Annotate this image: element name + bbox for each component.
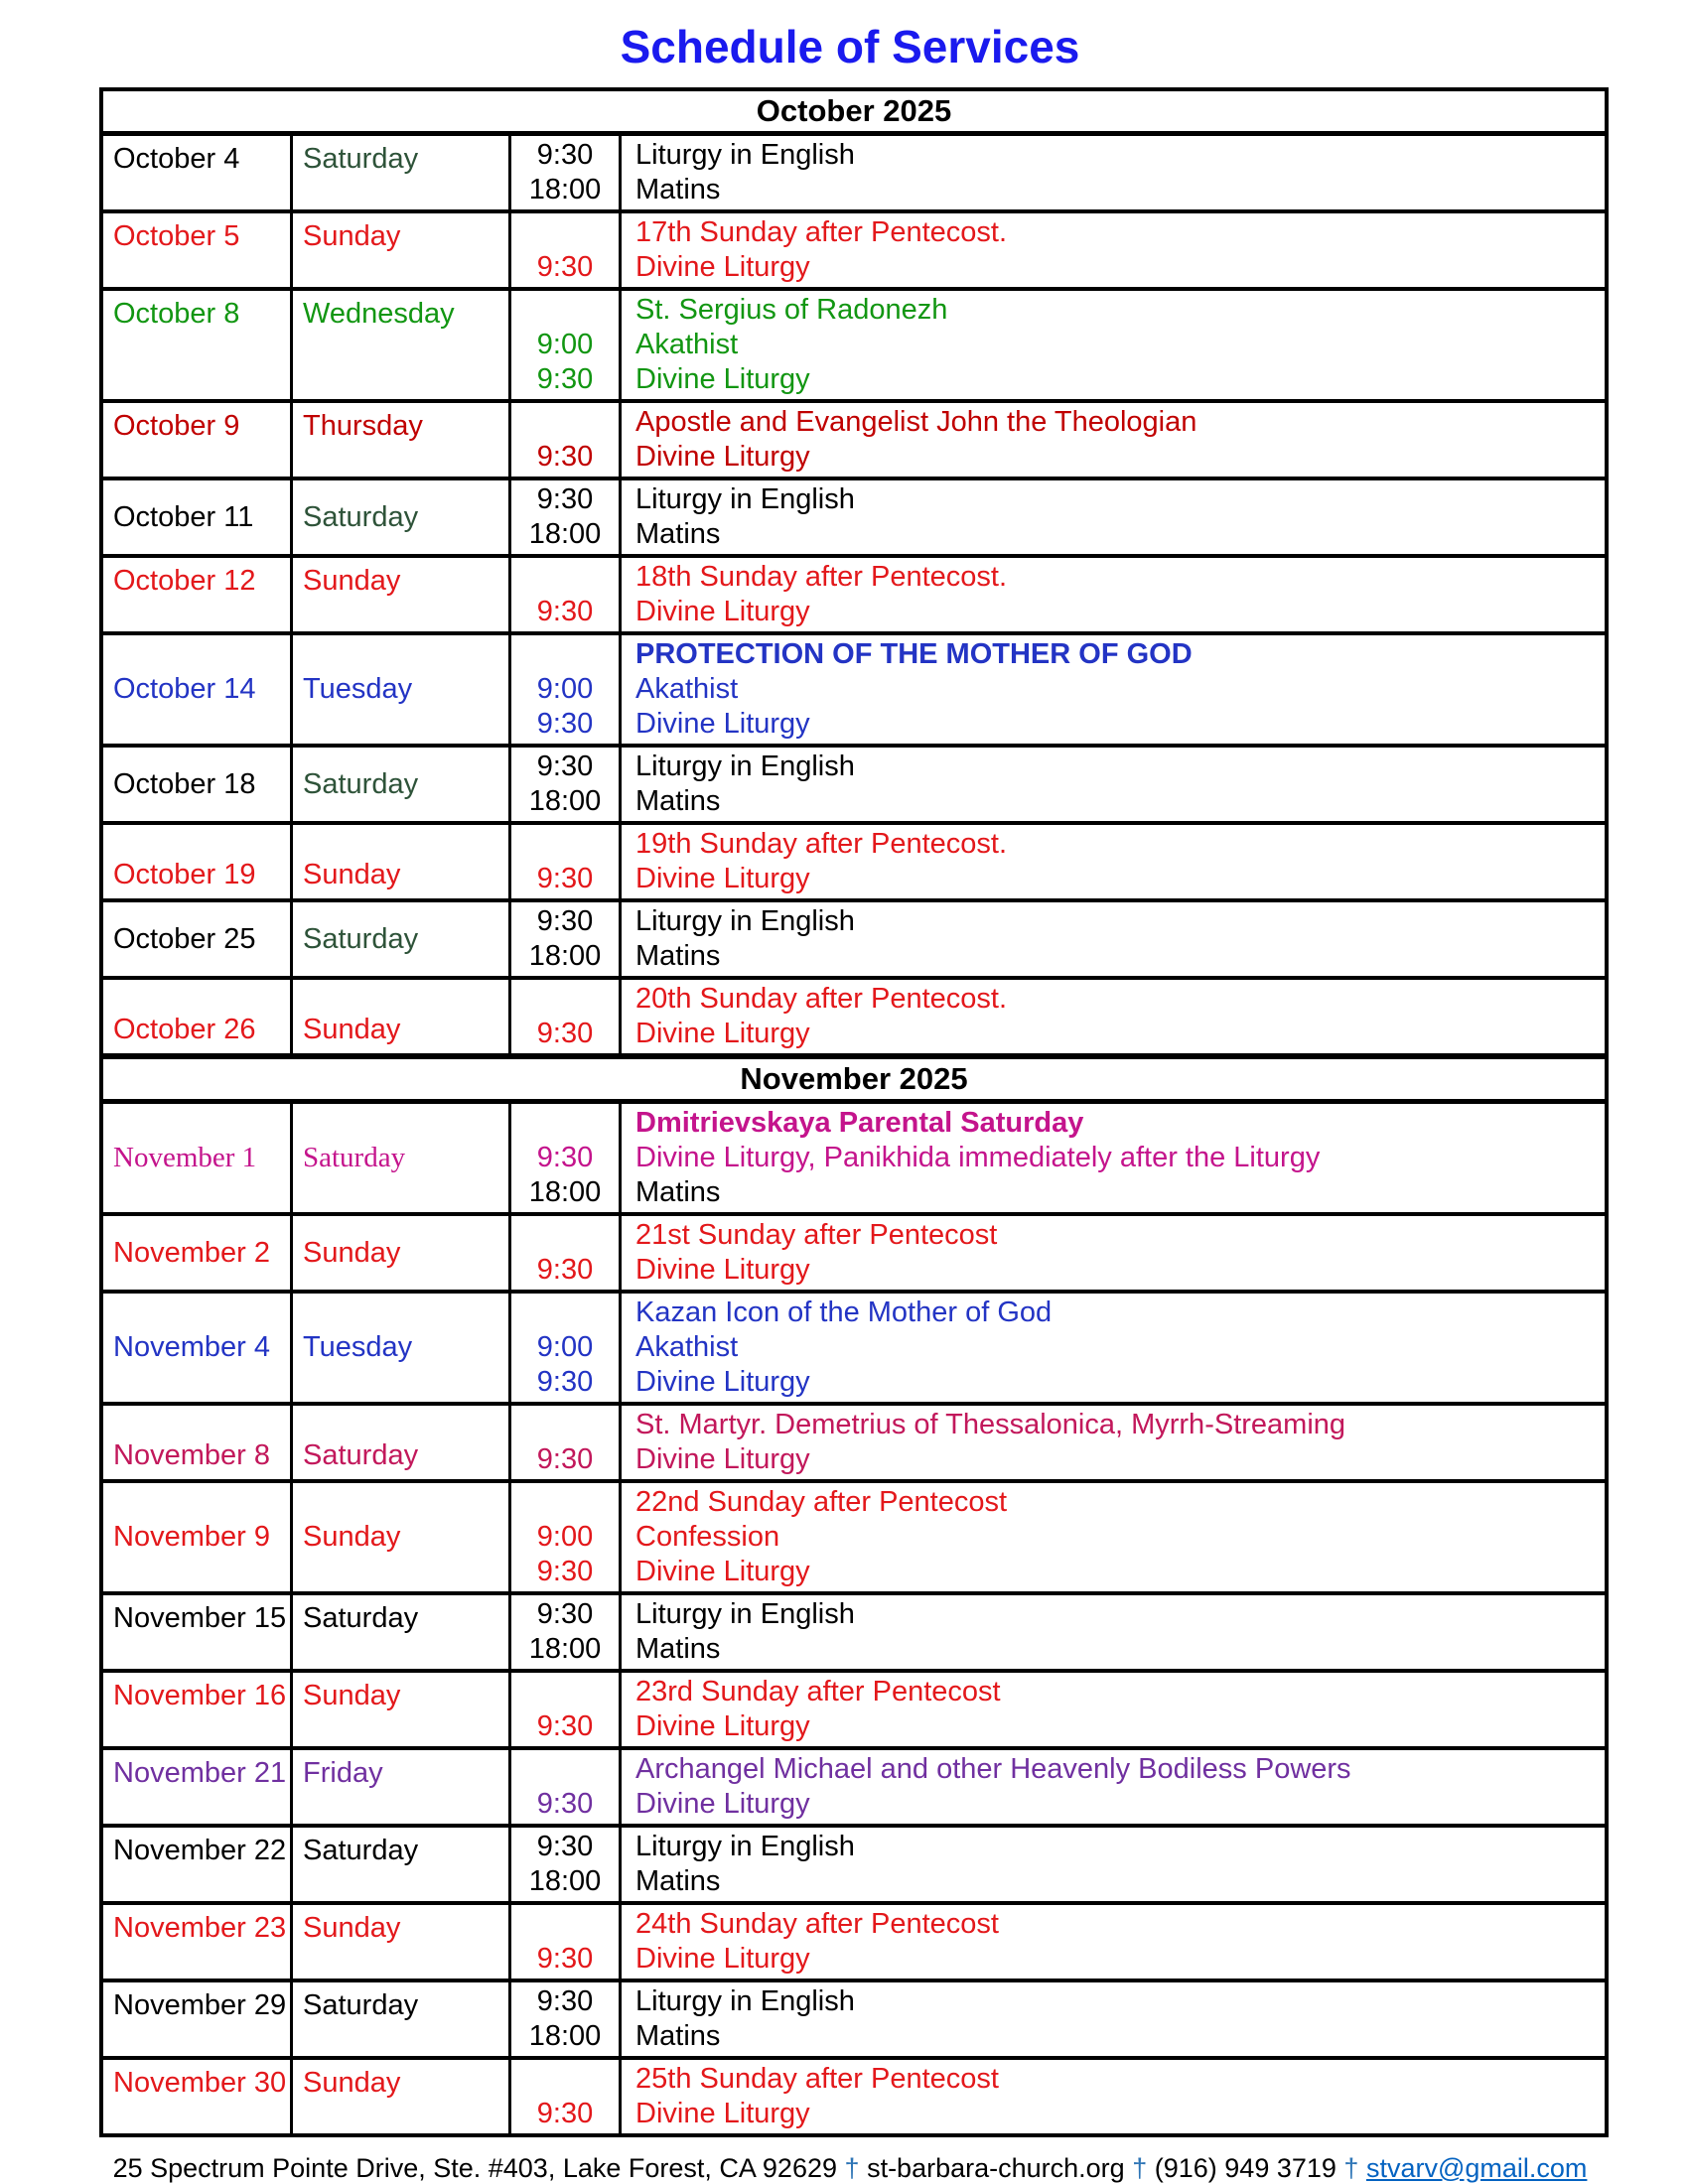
time-cell bbox=[511, 1294, 622, 1402]
time-cell bbox=[511, 825, 622, 898]
description-cell bbox=[622, 748, 1605, 821]
day-cell: Saturday bbox=[293, 136, 511, 209]
service-description: Divine Liturgy bbox=[635, 708, 810, 740]
service-description: Dmitrievskaya Parental Saturday bbox=[635, 1107, 1084, 1139]
service-time: 9:30 bbox=[536, 1366, 594, 1398]
time-cell bbox=[511, 635, 622, 744]
service-time: 9:30 bbox=[536, 1710, 594, 1742]
service-description: Divine Liturgy, Panikhida immediately after the Liturgy bbox=[635, 1142, 1321, 1173]
service-description: Liturgy in English bbox=[635, 1831, 855, 1862]
service-time: 18:00 bbox=[528, 2020, 602, 2052]
service-description: Divine Liturgy bbox=[635, 1366, 810, 1398]
service-description: Matins bbox=[635, 1176, 721, 1208]
service-time: 9:30 bbox=[536, 863, 594, 894]
day-cell: Saturday bbox=[293, 902, 511, 976]
service-time bbox=[511, 1907, 619, 1942]
service-description: PROTECTION OF THE MOTHER OF GOD bbox=[635, 638, 1193, 670]
service-description: St. Martyr. Demetrius of Thessalonica, Myrrh-Streaming bbox=[635, 1409, 1346, 1440]
service-description: Liturgy in English bbox=[635, 139, 855, 171]
service-description: Divine Liturgy bbox=[635, 1556, 810, 1587]
time-cell bbox=[511, 1905, 622, 1979]
table-row bbox=[103, 1595, 1605, 1673]
time-cell bbox=[511, 558, 622, 631]
service-time bbox=[511, 982, 619, 1017]
description-cell bbox=[622, 980, 1605, 1053]
table-row bbox=[103, 213, 1605, 291]
service-time: 9:30 bbox=[536, 1254, 594, 1286]
date-cell: November 21 bbox=[103, 1750, 293, 1824]
service-description: Kazan Icon of the Mother of God bbox=[635, 1297, 1053, 1328]
date-cell: November 29 bbox=[103, 1982, 293, 2056]
service-description: Akathist bbox=[635, 673, 739, 705]
service-description: 18th Sunday after Pentecost. bbox=[635, 561, 1008, 593]
time-cell bbox=[511, 1828, 622, 1901]
table-row bbox=[103, 1104, 1605, 1216]
service-time: 9:30 bbox=[536, 1556, 594, 1587]
date-cell: October 18 bbox=[103, 748, 293, 821]
day-cell: Tuesday bbox=[293, 1294, 511, 1402]
day-cell: Sunday bbox=[293, 2060, 511, 2133]
service-time bbox=[511, 637, 619, 672]
description-cell bbox=[622, 136, 1605, 209]
date-cell: October 9 bbox=[103, 403, 293, 477]
date-cell: November 9 bbox=[103, 1483, 293, 1591]
service-description: Divine Liturgy bbox=[635, 441, 810, 473]
description-cell bbox=[622, 1483, 1605, 1591]
service-time bbox=[511, 1485, 619, 1520]
service-description: Divine Liturgy bbox=[635, 1943, 810, 1975]
table-row bbox=[103, 1673, 1605, 1750]
service-time: 18:00 bbox=[528, 1176, 602, 1208]
date-cell: October 14 bbox=[103, 635, 293, 744]
service-time: 9:30 bbox=[536, 2098, 594, 2129]
day-cell: Sunday bbox=[293, 1216, 511, 1290]
footer-text: 25 Spectrum Pointe Drive, Ste. #403, Lake Forest, CA 92629 bbox=[112, 2153, 837, 2183]
service-time: 9:30 bbox=[536, 1443, 594, 1475]
service-description: Divine Liturgy bbox=[635, 363, 810, 395]
table-row bbox=[103, 1828, 1605, 1905]
description-cell bbox=[622, 1673, 1605, 1746]
service-time: 18:00 bbox=[528, 1633, 602, 1665]
service-description: Divine Liturgy bbox=[635, 1788, 810, 1820]
service-time: 9:00 bbox=[536, 673, 594, 705]
description-cell bbox=[622, 403, 1605, 477]
service-time: 9:30 bbox=[536, 1788, 594, 1820]
time-cell bbox=[511, 291, 622, 399]
description-cell bbox=[622, 1982, 1605, 2056]
service-description: St. Sergius of Radonezh bbox=[635, 294, 948, 326]
service-description: 20th Sunday after Pentecost. bbox=[635, 983, 1008, 1015]
service-time bbox=[511, 405, 619, 440]
day-cell: Saturday bbox=[293, 1828, 511, 1901]
description-cell bbox=[622, 902, 1605, 976]
footer-text: (916) 949 3719 bbox=[1154, 2153, 1336, 2183]
time-cell bbox=[511, 1216, 622, 1290]
service-description: 25th Sunday after Pentecost bbox=[635, 2063, 999, 2095]
service-description: Divine Liturgy bbox=[635, 863, 810, 894]
table-row bbox=[103, 403, 1605, 480]
service-description: Divine Liturgy bbox=[635, 1018, 810, 1049]
time-cell bbox=[511, 403, 622, 477]
date-cell: November 1 bbox=[103, 1104, 293, 1212]
table-row bbox=[103, 980, 1605, 1057]
time-cell bbox=[511, 1982, 622, 2056]
date-cell: October 26 bbox=[103, 980, 293, 1053]
table-row bbox=[103, 2060, 1605, 2133]
service-time: 9:30 bbox=[536, 905, 594, 937]
service-description: Matins bbox=[635, 785, 721, 817]
table-row bbox=[103, 291, 1605, 403]
description-cell bbox=[622, 1406, 1605, 1479]
time-cell bbox=[511, 1750, 622, 1824]
time-cell bbox=[511, 213, 622, 287]
day-cell: Sunday bbox=[293, 1905, 511, 1979]
description-cell bbox=[622, 1905, 1605, 1979]
description-cell bbox=[622, 480, 1605, 554]
table-row bbox=[103, 635, 1605, 748]
description-cell bbox=[622, 825, 1605, 898]
description-cell bbox=[622, 2060, 1605, 2133]
email-link[interactable]: stvarv@gmail.com bbox=[1365, 2153, 1588, 2183]
service-description: 24th Sunday after Pentecost bbox=[635, 1908, 999, 1940]
description-cell bbox=[622, 1750, 1605, 1824]
day-cell: Saturday bbox=[293, 1595, 511, 1669]
date-cell: November 8 bbox=[103, 1406, 293, 1479]
time-cell bbox=[511, 1483, 622, 1591]
service-description: Akathist bbox=[635, 329, 739, 360]
day-cell: Saturday bbox=[293, 1104, 511, 1212]
service-description: Akathist bbox=[635, 1331, 739, 1363]
time-cell bbox=[511, 1595, 622, 1669]
service-time bbox=[511, 1408, 619, 1442]
service-time: 9:00 bbox=[536, 329, 594, 360]
service-time bbox=[511, 1752, 619, 1787]
time-cell bbox=[511, 136, 622, 209]
service-description: Liturgy in English bbox=[635, 905, 855, 937]
description-cell bbox=[622, 213, 1605, 287]
service-description: 17th Sunday after Pentecost. bbox=[635, 216, 1008, 248]
service-description: Liturgy in English bbox=[635, 483, 855, 515]
service-time: 9:30 bbox=[536, 251, 594, 283]
time-cell bbox=[511, 902, 622, 976]
description-cell bbox=[622, 1104, 1605, 1212]
service-time bbox=[511, 1218, 619, 1253]
day-cell: Sunday bbox=[293, 558, 511, 631]
service-time: 9:30 bbox=[536, 441, 594, 473]
footer bbox=[99, 2152, 1601, 2184]
service-time: 18:00 bbox=[528, 785, 602, 817]
service-description: Divine Liturgy bbox=[635, 1710, 810, 1742]
date-cell: November 22 bbox=[103, 1828, 293, 1901]
day-cell: Thursday bbox=[293, 403, 511, 477]
service-time: 9:30 bbox=[536, 751, 594, 782]
service-time bbox=[511, 1675, 619, 1709]
service-description: Matins bbox=[635, 2020, 721, 2052]
description-cell bbox=[622, 1294, 1605, 1402]
day-cell: Saturday bbox=[293, 1982, 511, 2056]
date-cell: October 19 bbox=[103, 825, 293, 898]
footer-text: st-barbara-church.org bbox=[867, 2153, 1125, 2183]
description-cell bbox=[622, 1216, 1605, 1290]
date-cell: October 25 bbox=[103, 902, 293, 976]
service-time bbox=[511, 827, 619, 862]
time-cell bbox=[511, 1104, 622, 1212]
time-cell bbox=[511, 2060, 622, 2133]
table-row bbox=[103, 902, 1605, 980]
date-cell: November 23 bbox=[103, 1905, 293, 1979]
service-description: Matins bbox=[635, 518, 721, 550]
service-time: 9:00 bbox=[536, 1331, 594, 1363]
table-row bbox=[103, 748, 1605, 825]
day-cell: Saturday bbox=[293, 480, 511, 554]
service-description: 19th Sunday after Pentecost. bbox=[635, 828, 1008, 860]
service-description: 21st Sunday after Pentecost bbox=[635, 1219, 998, 1251]
day-cell: Sunday bbox=[293, 825, 511, 898]
dagger-separator: † bbox=[1132, 2153, 1148, 2183]
table-row bbox=[103, 1905, 1605, 1982]
service-time: 9:30 bbox=[536, 596, 594, 627]
day-cell: Saturday bbox=[293, 1406, 511, 1479]
service-description: Archangel Michael and other Heavenly Bodiless Powers bbox=[635, 1753, 1351, 1785]
month-header: October 2025 bbox=[103, 91, 1605, 136]
table-row bbox=[103, 1294, 1605, 1406]
service-description: Divine Liturgy bbox=[635, 596, 810, 627]
service-time bbox=[511, 560, 619, 595]
service-description: 23rd Sunday after Pentecost bbox=[635, 1676, 1001, 1707]
service-time: 9:30 bbox=[536, 1831, 594, 1862]
time-cell bbox=[511, 480, 622, 554]
schedule-table bbox=[99, 87, 1609, 2137]
service-description: Liturgy in English bbox=[635, 1598, 855, 1630]
day-cell: Sunday bbox=[293, 1483, 511, 1591]
day-cell: Saturday bbox=[293, 748, 511, 821]
service-time: 9:30 bbox=[536, 139, 594, 171]
service-description: Matins bbox=[635, 1865, 721, 1897]
description-cell bbox=[622, 558, 1605, 631]
service-description: Divine Liturgy bbox=[635, 2098, 810, 2129]
service-time: 18:00 bbox=[528, 174, 602, 205]
description-cell bbox=[622, 291, 1605, 399]
service-time: 9:30 bbox=[536, 1598, 594, 1630]
table-row bbox=[103, 1982, 1605, 2060]
time-cell bbox=[511, 748, 622, 821]
date-cell: October 5 bbox=[103, 213, 293, 287]
date-cell: October 8 bbox=[103, 291, 293, 399]
service-time: 9:30 bbox=[536, 1943, 594, 1975]
date-cell: October 11 bbox=[103, 480, 293, 554]
day-cell: Sunday bbox=[293, 1673, 511, 1746]
service-time: 18:00 bbox=[528, 518, 602, 550]
date-cell: October 12 bbox=[103, 558, 293, 631]
service-time bbox=[511, 1296, 619, 1330]
table-row bbox=[103, 1483, 1605, 1595]
table-row bbox=[103, 825, 1605, 902]
time-cell bbox=[511, 980, 622, 1053]
day-cell: Sunday bbox=[293, 980, 511, 1053]
date-cell: November 4 bbox=[103, 1294, 293, 1402]
service-time bbox=[511, 215, 619, 250]
description-cell bbox=[622, 635, 1605, 744]
day-cell: Friday bbox=[293, 1750, 511, 1824]
service-description: Matins bbox=[635, 1633, 721, 1665]
day-cell: Wednesday bbox=[293, 291, 511, 399]
service-time: 18:00 bbox=[528, 1865, 602, 1897]
date-cell: November 15 bbox=[103, 1595, 293, 1669]
table-row bbox=[103, 480, 1605, 558]
service-description: Liturgy in English bbox=[635, 1985, 855, 2017]
description-cell bbox=[622, 1828, 1605, 1901]
table-row bbox=[103, 558, 1605, 635]
table-row bbox=[103, 136, 1605, 213]
service-description: Divine Liturgy bbox=[635, 1443, 810, 1475]
service-description: Matins bbox=[635, 940, 721, 972]
service-time: 9:30 bbox=[536, 363, 594, 395]
table-row bbox=[103, 1406, 1605, 1483]
service-time bbox=[511, 1106, 619, 1141]
date-cell: October 4 bbox=[103, 136, 293, 209]
table-row bbox=[103, 1216, 1605, 1294]
time-cell bbox=[511, 1673, 622, 1746]
description-cell bbox=[622, 1595, 1605, 1669]
table-row bbox=[103, 1750, 1605, 1828]
service-time bbox=[511, 293, 619, 328]
service-description: Confession bbox=[635, 1521, 780, 1553]
month-header: November 2025 bbox=[103, 1057, 1605, 1104]
dagger-separator: † bbox=[1343, 2153, 1359, 2183]
service-time: 9:30 bbox=[536, 1018, 594, 1049]
date-cell: November 16 bbox=[103, 1673, 293, 1746]
service-time: 9:00 bbox=[536, 1521, 594, 1553]
service-description: Divine Liturgy bbox=[635, 1254, 810, 1286]
service-description: Apostle and Evangelist John the Theologian bbox=[635, 406, 1197, 438]
time-cell bbox=[511, 1406, 622, 1479]
page-title: Schedule of Services bbox=[620, 21, 1080, 72]
service-time: 9:30 bbox=[536, 1985, 594, 2017]
date-cell: November 2 bbox=[103, 1216, 293, 1290]
dagger-separator: † bbox=[844, 2153, 860, 2183]
service-time: 18:00 bbox=[528, 940, 602, 972]
service-description: 22nd Sunday after Pentecost bbox=[635, 1486, 1008, 1518]
service-time bbox=[511, 2062, 619, 2097]
date-cell: November 30 bbox=[103, 2060, 293, 2133]
service-description: Divine Liturgy bbox=[635, 251, 810, 283]
day-cell: Sunday bbox=[293, 213, 511, 287]
service-time: 9:30 bbox=[536, 483, 594, 515]
service-time: 9:30 bbox=[536, 1142, 594, 1173]
day-cell: Tuesday bbox=[293, 635, 511, 744]
service-description: Matins bbox=[635, 174, 721, 205]
service-time: 9:30 bbox=[536, 708, 594, 740]
service-description: Liturgy in English bbox=[635, 751, 855, 782]
